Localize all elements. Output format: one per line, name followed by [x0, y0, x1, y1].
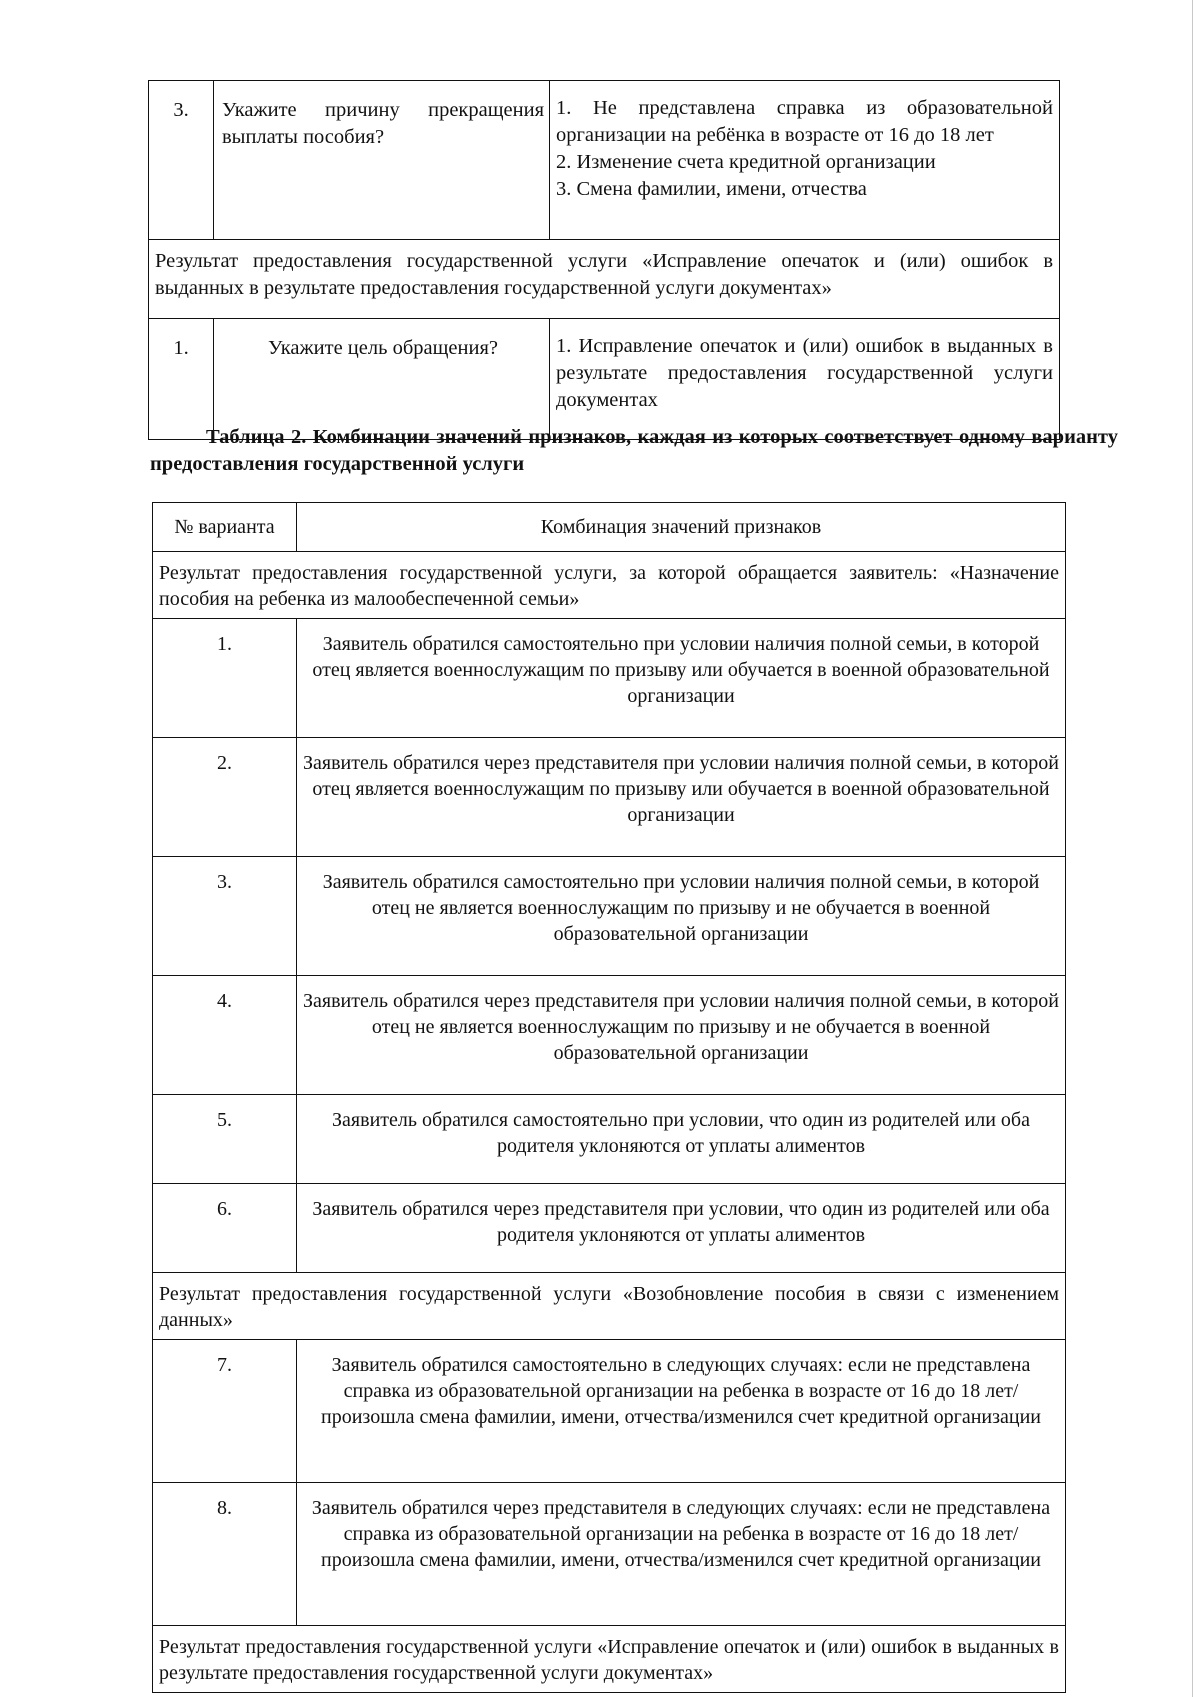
variant-number: 6.	[153, 1184, 297, 1273]
table-row	[153, 857, 1066, 976]
variant-number: 7.	[153, 1340, 297, 1483]
result-header: Результат предоставления государственной услуги «Исправление опечаток и (или) ошибок в выданных в результате предоставления государственной услуги документах»	[153, 1626, 1066, 1693]
variant-number: 2.	[153, 738, 297, 857]
question-cell: Укажите цель обращения?	[214, 319, 550, 440]
variant-description: Заявитель обратился самостоятельно при условии, что один из родителей или оба родителя уклоняются от уплаты алиментов	[297, 1095, 1066, 1184]
answer-option: 3. Смена фамилии, имени, отчества	[556, 178, 867, 200]
result-header: Результат предоставления государственной услуги «Исправление опечаток и (или) ошибок в выданных в результате предоставления государственной услуги документах»	[149, 240, 1060, 319]
variants-table	[152, 502, 1066, 1693]
result-header: Результат предоставления государственной услуги «Возобновление пособия в связи с изменением данных»	[153, 1273, 1066, 1340]
table-row	[149, 81, 1060, 240]
table-row	[153, 1340, 1066, 1483]
criteria-table	[148, 80, 1060, 440]
table-row	[153, 738, 1066, 857]
result-row	[153, 552, 1066, 619]
answer-option: 1. Не представлена справка из образовательной организации на ребёнка в возрасте от 16 до 18 лет	[556, 97, 1053, 146]
column-header-combination: Комбинация значений признаков	[297, 503, 1066, 552]
page-edge-line	[1192, 0, 1193, 1697]
row-number: 1.	[149, 319, 214, 440]
variant-description: Заявитель обратился самостоятельно при условии наличия полной семьи, в которой отец является военнослужащим по призыву или обучается в военной образовательной организации	[297, 619, 1066, 738]
variant-number: 3.	[153, 857, 297, 976]
table-row	[149, 319, 1060, 440]
variant-description: Заявитель обратился через представителя при условии, что один из родителей или оба родителя уклоняются от уплаты алиментов	[297, 1184, 1066, 1273]
table-row	[153, 976, 1066, 1095]
table-row	[153, 1483, 1066, 1626]
variant-description: Заявитель обратился через представителя в следующих случаях: если не представлена справка из образовательной организации на ребенка в возрасте от 16 до 18 лет/произошла смена фамилии, имени, отчества/изменился счет кредитной организации	[297, 1483, 1066, 1626]
answers-cell	[550, 81, 1060, 240]
variant-number: 4.	[153, 976, 297, 1095]
question-cell: Укажите причину прекращения выплаты пособия?	[214, 81, 550, 240]
row-number: 3.	[149, 81, 214, 240]
answer-option: 1. Исправление опечаток и (или) ошибок в выданных в результате предоставления государственной услуги документах	[556, 335, 1053, 411]
answer-option: 2. Изменение счета кредитной организации	[556, 151, 936, 173]
variant-description: Заявитель обратился через представителя при условии наличия полной семьи, в которой отец является военнослужащим по призыву или обучается в военной образовательной организации	[297, 738, 1066, 857]
result-row	[153, 1626, 1066, 1693]
variant-number: 5.	[153, 1095, 297, 1184]
variant-description: Заявитель обратился самостоятельно в следующих случаях: если не представлена справка из образовательной организации на ребенка в возрасте от 16 до 18 лет/произошла смена фамилии, имени, отчества/изменился счет кредитной организации	[297, 1340, 1066, 1483]
table-row	[153, 1095, 1066, 1184]
result-header: Результат предоставления государственной услуги, за которой обращается заявитель: «Назначение пособия на ребенка из малообеспеченной семьи»	[153, 552, 1066, 619]
table-row	[153, 1184, 1066, 1273]
column-header-variant: № варианта	[153, 503, 297, 552]
variant-description: Заявитель обратился через представителя при условии наличия полной семьи, в которой отец не является военнослужащим по призыву и не обучается в военной образовательной организации	[297, 976, 1066, 1095]
table-header-row	[153, 503, 1066, 552]
result-row	[149, 240, 1060, 319]
variant-description: Заявитель обратился самостоятельно при условии наличия полной семьи, в которой отец не является военнослужащим по призыву и не обучается в военной образовательной организации	[297, 857, 1066, 976]
table-row	[153, 619, 1066, 738]
table-caption: Таблица 2. Комбинации значений признаков, каждая из которых соответствует одному варианту предоставления государственной услуги	[150, 426, 1118, 475]
variant-number: 1.	[153, 619, 297, 738]
result-row	[153, 1273, 1066, 1340]
variant-number: 8.	[153, 1483, 297, 1626]
answers-cell	[550, 319, 1060, 440]
